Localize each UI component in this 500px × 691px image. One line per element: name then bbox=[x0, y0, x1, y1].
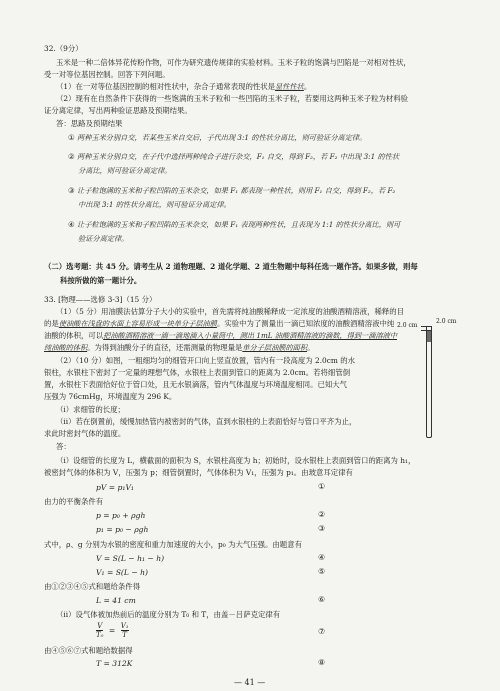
equation-5-number: ⑤ bbox=[318, 567, 326, 576]
tube-mark-top bbox=[421, 326, 431, 327]
equation-3: p₁ = p₀ − ρgh bbox=[96, 525, 149, 534]
equation-6-number: ⑥ bbox=[318, 595, 326, 604]
q32-intro-line1: 玉米是一种二倍体异花传粉作物，可作为研究遗传规律的实验材料。玉米子粒的饱满与凹陷是一对相对性状， bbox=[56, 58, 411, 67]
equation-2: p = p₀ + ρgh bbox=[96, 511, 146, 520]
q32-sub1-text: （1）在一对等位基因控制的相对性状中，杂合子通常表现的性状是 bbox=[56, 82, 276, 91]
q33-p2-line4: 压强为 76cmHg，环境温度为 296 K。 bbox=[44, 392, 177, 401]
q33-title: 33. [物理——选修 3-3]（15 分） bbox=[44, 295, 157, 304]
equation-6: L = 41 cm bbox=[96, 596, 136, 605]
q33-answer-label: 答： bbox=[56, 442, 71, 451]
solution-line4: 式中，ρ、g 分别为水银的密度和重力加速度的大小，p₀ 为大气压强。由题意有 bbox=[44, 540, 302, 549]
equation-1: pV = p₁V₁ bbox=[96, 483, 134, 492]
solution-line5: 由①②③④⑤式和题给条件得 bbox=[44, 582, 141, 591]
solution-line3: 由力的平衡条件有 bbox=[44, 497, 104, 506]
equation-4: V = S(L − h₁ − h) bbox=[96, 554, 165, 563]
answer-item: ④ 让子粒饱满的玉米和子粒凹陷的玉米杂交，如果 F₁ 表现两种性状，且表现为 1:1 的性状分离比，则可 bbox=[68, 220, 401, 229]
solution-line2: 被密封气体的体积为 V，压强为 p；细管倒置时，气体体积为 V₁，压强为 p₁。由玻意耳定律有 bbox=[44, 468, 353, 477]
q33-p2-line1: （2）（10 分）如图，一粗细均匀的细管开口向上竖直放置，管内有一段高度为 2.0cm 的水 bbox=[56, 356, 356, 365]
q33-p1-line2: 的是使油酸在浅盘的水面上容易形成一块单分子层油膜。实验中为了测量出一滴已知浓度的油酸酒精溶液中纯 bbox=[44, 319, 395, 328]
q33-p1-answer1: 使油酸在浅盘的水面上容易形成一块单分子层油膜 bbox=[58, 319, 217, 328]
mercury-column bbox=[427, 330, 431, 342]
q32-sub1-answer: 显性性状 bbox=[275, 82, 304, 91]
q32-answer-label: 答：思路及预期结果 bbox=[56, 119, 123, 128]
glass-tube bbox=[426, 326, 432, 438]
solution-line1: （i）设细管的长度为 L，横截面的面积为 S，水银柱高度为 h；初始时，设水银柱上表面到管口的距离为 h₁， bbox=[56, 456, 416, 465]
figure-label-left: 2.0 cm bbox=[397, 322, 418, 329]
answer-item: ③ 让子粒饱满的玉米和子粒凹陷的玉米杂交，如果 F₁ 都表现一种性状，则用 F₁ 自交，得到 F₂，若 F₂ bbox=[68, 186, 396, 195]
q33-p1-answer2: 把油酸酒精溶液一滴一滴地滴入小量筒中，测出 1mL 油酸酒精溶液的滴数，得到一滴溶液中 bbox=[103, 331, 398, 340]
equation-1-number: ① bbox=[318, 482, 326, 491]
solution-line7: 由④⑤⑥⑦式和题给数据得 bbox=[44, 646, 133, 655]
page-number: — 41 — bbox=[234, 678, 266, 687]
tube-mark-mercury bbox=[421, 330, 431, 331]
q32-sub2-line2: 证分离定律，写出两种验证思路及预期结果。 bbox=[44, 106, 192, 115]
answer-item-cont: 验证分离定律。 bbox=[78, 234, 129, 243]
q33-p1-answer3: 单分子层油膜的面积 bbox=[242, 343, 308, 352]
q33-p2-line2: 银柱，水银柱下密封了一定量的理想气体，水银柱上表面到管口的距离为 2.0cm。若将细管倒 bbox=[44, 368, 351, 377]
q33-p2-sub-ii-line1: （ii）若在倒置前，缓慢加热管内被密封的气体，直到水银柱的上表面恰好与管口平齐为止， bbox=[56, 417, 357, 426]
q32-sub1 bbox=[56, 82, 311, 91]
q32-intro-line2: 受一对等位基因控制。回答下列问题。 bbox=[44, 70, 170, 79]
q32-sub1-end: 。 bbox=[303, 82, 312, 91]
equation-8: T = 312K bbox=[96, 659, 133, 668]
answer-item-cont: 中出现 3:1 的性状分离比，则可验证分离定律。 bbox=[78, 200, 231, 209]
q32-sub2-line1: （2）现有在自然条件下获得的一些饱满的玉米子粒和一些凹陷的玉米子粒，若要用这两种玉米子粒为材料验 bbox=[56, 94, 409, 103]
equation-4-number: ④ bbox=[318, 553, 326, 562]
q33-p1-line4: 纯油酸的体积。为得到油酸分子的直径，还需测量的物理量是单分子层油膜的面积。 bbox=[44, 343, 315, 352]
q33-p2-line3: 置，水银柱下表面恰好位于管口处，且无水银滴落，管内气体温度与环境温度相同。已知大气 bbox=[44, 380, 348, 389]
q33-p2-sub-i: （i）求细管的长度； bbox=[56, 405, 125, 414]
equation-7-number: ⑦ bbox=[318, 627, 326, 636]
elective-heading-line2: 科按所做的第一题计分。 bbox=[60, 276, 142, 285]
elective-heading-line1: （二）选考题：共 45 分。请考生从 2 道物理题、2 道化学题、2 道生物题中每科任选一题作答。如果多做，则每 bbox=[44, 262, 418, 271]
q33-p1-line1: （1）（5 分）用油膜法估算分子大小的实验中，首先需将纯油酸稀释成一定浓度的油酸酒精溶液，稀释的目 bbox=[56, 307, 405, 316]
q33-p1-line3: 油酸的体积，可以把油酸酒精溶液一滴一滴地滴入小量筒中，测出 1mL 油酸酒精溶液的滴数，得到一滴溶液中 bbox=[44, 331, 398, 340]
answer-item-cont: 分离比，则可验证分离定律。 bbox=[78, 166, 172, 175]
equation-3-number: ③ bbox=[318, 524, 326, 533]
figure-label-right: 2.0 cm bbox=[436, 318, 457, 325]
answer-item: ① 两种玉米分别自交，若某些玉米自交后，子代出现 3:1 的性状分离比，则可验证分离定律。 bbox=[68, 133, 367, 142]
solution-line6: （ii）设气体被加热前后的温度分别为 T₀ 和 T，由盖－吕萨克定律有 bbox=[56, 610, 281, 619]
equation-7: $\frac{V}{\text{T₀}}$ = $\frac{\text{V₁}}{T}$ bbox=[96, 622, 129, 639]
equation-2-number: ② bbox=[318, 510, 326, 519]
answer-item: ② 两种玉米分别自交，在子代中选择两种纯合子进行杂交，F₁ 自交，得到 F₂，若 F₂ 中出现 3:1 的性状 bbox=[68, 152, 400, 161]
q33-p2-sub-ii-line2: 求此时密封气体的温度。 bbox=[44, 429, 126, 438]
q32-title: 32.（9分） bbox=[44, 44, 83, 53]
equation-5: V₁ = S(L − h) bbox=[96, 568, 148, 577]
equation-8-number: ⑧ bbox=[318, 658, 326, 667]
